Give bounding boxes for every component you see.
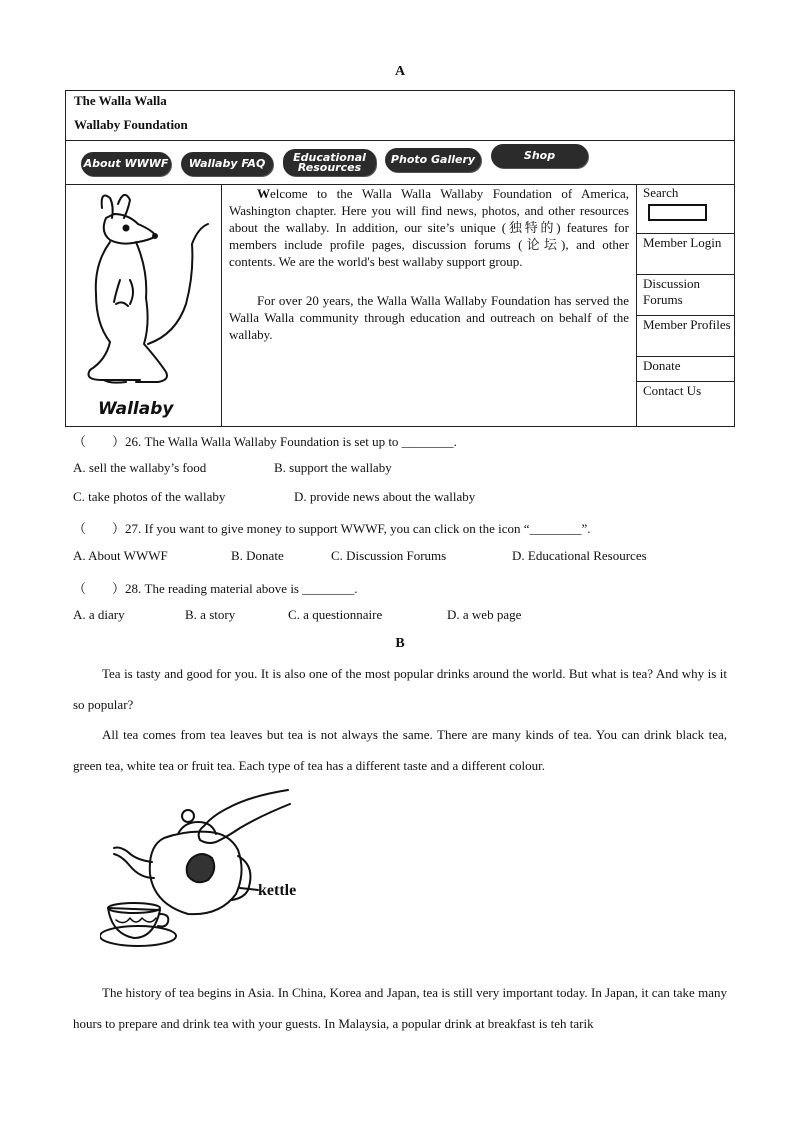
q26-option-b: B. support the wallaby (274, 460, 392, 475)
q26-option-c: C. take photos of the wallaby (73, 489, 226, 504)
sidebar-search (637, 184, 734, 234)
q26-option-d: D. provide news about the wallaby (294, 489, 476, 504)
q27-option-c: C. Discussion Forums (331, 548, 447, 563)
sidebar-item-label: Contact Us (643, 383, 702, 398)
kettle-label: kettle (258, 882, 297, 899)
search-label: Search (643, 185, 679, 200)
passage-b-paragraph-1: Tea is tasty and good for you. It is also one of the most popular drinks around the world. But what is tea? And why is it so popular? (73, 666, 727, 712)
nav-label: Wallaby FAQ (188, 157, 266, 170)
question-28: （ ）28. The reading material above is ________. (73, 581, 358, 596)
wallaby-illustration (66, 184, 221, 426)
site-title-line2: Wallaby Foundation (74, 117, 188, 132)
sidebar-item-member-profiles[interactable] (637, 316, 734, 357)
sidebar-item-contact-us[interactable] (637, 382, 734, 426)
q27-option-b: B. Donate (231, 548, 284, 563)
drop-initial: W (257, 186, 270, 201)
site-sidebar (637, 184, 734, 426)
nav-about-wwwf[interactable] (81, 152, 171, 176)
sidebar-item-member-login[interactable] (637, 234, 734, 275)
q27-option-a: A. About WWWF (73, 548, 168, 563)
sidebar-item-label: Member Profiles (643, 317, 731, 332)
passage-b-paragraph-3: The history of tea begins in Asia. In China, Korea and Japan, tea is still very important today. In Japan, it can take many hours to prepare and drink tea with your guests. In Malaysia, a popular drink at breakfast is teh tarik (73, 985, 727, 1031)
sidebar-item-label: Discussion Forums (643, 276, 701, 307)
q27-option-d: D. Educational Resources (512, 548, 647, 563)
section-a-heading: A (394, 64, 406, 79)
nav-photo-gallery[interactable] (385, 148, 481, 172)
sidebar-item-donate[interactable] (637, 357, 734, 382)
q28-option-b: B. a story (185, 607, 236, 622)
welcome-text: elcome to the Walla Walla Wallaby Foundation of America, Washington chapter. Here you will find news, photos, and other resources about the wallaby. In addition, our site’s unique (独特的) features for members include profile pages, discussion forums (论坛), and other contents. We are the world's best wallaby support group. (229, 186, 629, 269)
q28-option-d: D. a web page (447, 607, 522, 622)
section-b-heading: B (395, 636, 405, 651)
nav-label: About WWWF (83, 157, 169, 170)
nav-educational-resources[interactable] (283, 149, 376, 176)
welcome-paragraph (229, 185, 629, 270)
nav-label: Shop (523, 149, 556, 162)
q28-option-c: C. a questionnaire (288, 607, 383, 622)
nav-label: Educational (293, 150, 366, 164)
nav-label: Photo Gallery (390, 153, 476, 166)
question-26: （ ）26. The Walla Walla Wallaby Foundation is set up to ________. (73, 434, 457, 449)
sidebar-item-discussion-forums[interactable] (637, 275, 734, 316)
q26-option-a: A. sell the wallaby’s food (73, 460, 207, 475)
wallaby-caption: Wallaby (98, 399, 174, 419)
passage-b-paragraph-2: All tea comes from tea leaves but tea is not always the same. There are many kinds of tea. You can drink black tea, green tea, white tea or fruit tea. Each type of tea has a different taste and a different colour. (73, 727, 727, 773)
question-27: （ ）27. If you want to give money to support WWWF, you can click on the icon “________”. (73, 521, 591, 536)
teapot-illustration (100, 786, 310, 954)
nav-shop[interactable] (491, 144, 588, 168)
welcome-text-cell (222, 184, 637, 426)
nav-wallaby-faq[interactable] (181, 152, 273, 176)
sidebar-item-label: Donate (643, 358, 681, 373)
wallaby-image-cell (66, 184, 222, 426)
site-nav (66, 140, 734, 185)
history-paragraph: For over 20 years, the Walla Walla Wallaby Foundation has served the Walla Walla community through education and outreach on behalf of the wallaby. (229, 293, 629, 342)
q28-option-a: A. a diary (73, 607, 125, 622)
sidebar-item-label: Member Login (643, 235, 722, 250)
website-mockup (65, 90, 735, 427)
site-header (66, 91, 734, 141)
site-title-line1: The Walla Walla (74, 93, 167, 108)
nav-label-2: Resources (297, 160, 362, 174)
search-input[interactable] (648, 204, 707, 221)
